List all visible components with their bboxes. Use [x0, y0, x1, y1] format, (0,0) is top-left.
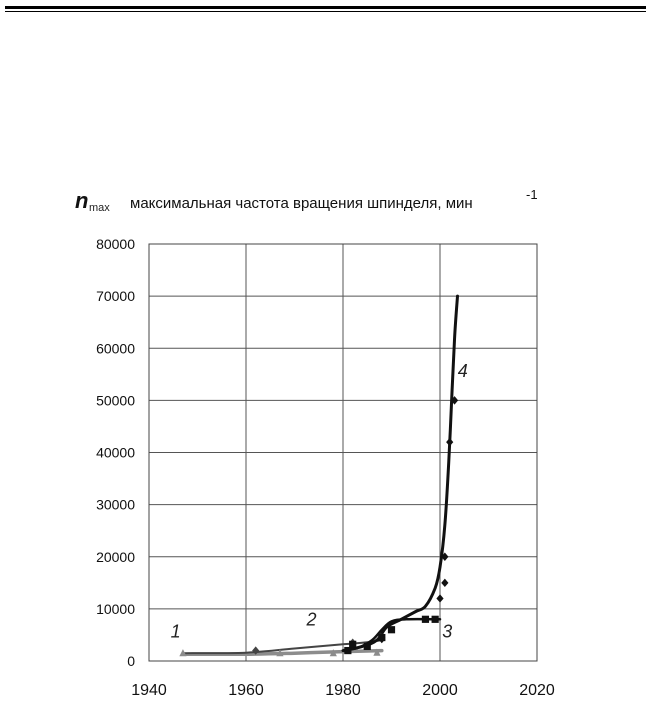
- series-3-point: [432, 616, 439, 623]
- y-tick-label: 60000: [96, 340, 135, 357]
- x-tick-label: 2000: [422, 682, 458, 699]
- series-3-point: [364, 643, 371, 650]
- series-3-point: [349, 641, 356, 648]
- x-tick-label: 2020: [519, 682, 555, 699]
- y-tick-label: 80000: [96, 236, 135, 252]
- title-superscript: -1: [526, 187, 538, 202]
- x-tick-label: 1960: [228, 682, 264, 699]
- y-tick-label: 30000: [96, 496, 135, 513]
- y-tick-label: 0: [127, 653, 135, 669]
- series-markers: [179, 396, 458, 656]
- grid: [149, 244, 537, 661]
- series-4-label: 4: [457, 360, 468, 381]
- y-tick-label: 70000: [96, 288, 135, 305]
- y-tick-label: 40000: [96, 444, 135, 461]
- chart-title: [75, 187, 538, 214]
- series-3-point: [388, 626, 395, 633]
- y-tick-label: 10000: [96, 600, 135, 617]
- series-4-point: [446, 438, 453, 446]
- series-3-label: 3: [442, 621, 453, 642]
- title-text: максимальная частота вращения шпинделя, мин: [130, 195, 473, 212]
- y-tick-label: 20000: [96, 548, 135, 565]
- x-tick-label: 1980: [325, 682, 361, 699]
- title-symbol: n: [75, 188, 89, 213]
- series-3-point: [344, 647, 351, 654]
- title-subscript: max: [89, 202, 110, 214]
- series-labels: [171, 361, 468, 642]
- series-4-point: [436, 594, 443, 602]
- series-curves: [183, 296, 458, 654]
- series-2-label: 2: [306, 609, 317, 630]
- x-axis-ticks: [131, 682, 555, 699]
- x-tick-label: 1940: [131, 682, 167, 699]
- series-4-point: [441, 579, 448, 587]
- y-axis-ticks: [96, 236, 135, 669]
- y-tick-label: 50000: [96, 392, 135, 409]
- series-3-point: [422, 616, 429, 623]
- series-1-label: 1: [170, 621, 181, 642]
